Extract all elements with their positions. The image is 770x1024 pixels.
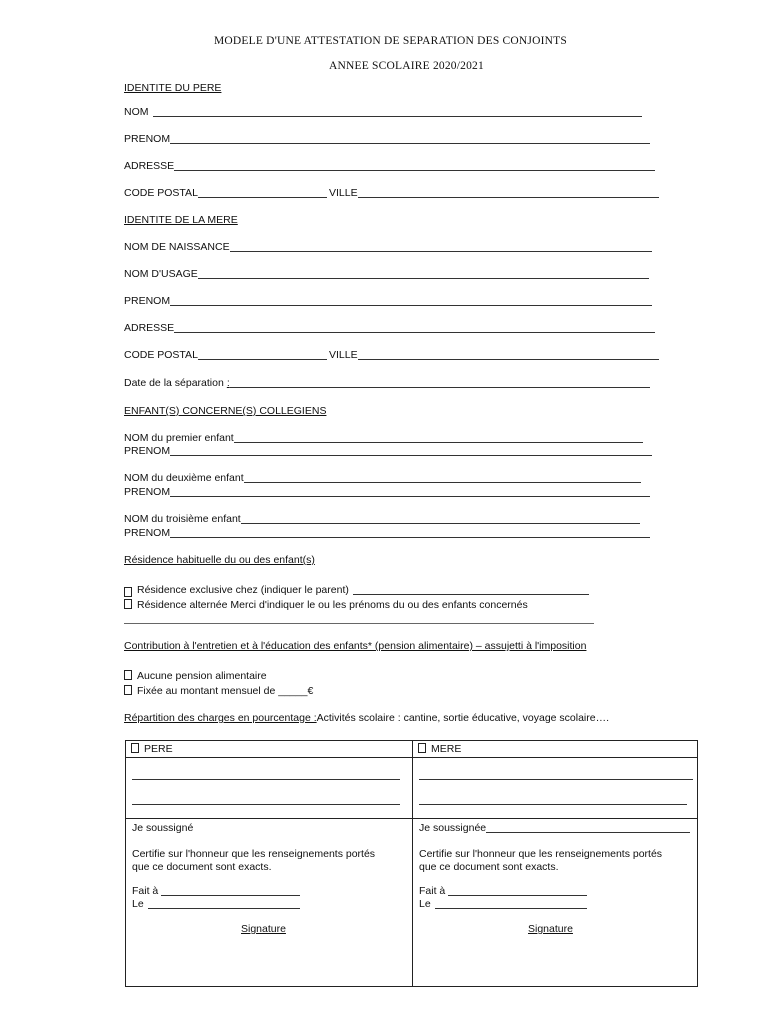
mere-checkbox[interactable] bbox=[418, 743, 426, 753]
separation-date-label: Date de la séparation bbox=[124, 377, 224, 389]
enfant-1-prenom-field[interactable] bbox=[124, 445, 652, 458]
mere-code-postal-label: CODE POSTAL bbox=[124, 349, 198, 361]
residence-heading: Résidence habituelle du ou des enfant(s) bbox=[124, 554, 315, 566]
enfant-1-nom-label: NOM du premier enfant bbox=[124, 432, 234, 444]
repartition-line bbox=[124, 712, 609, 725]
pere-soussigne: Je soussigné bbox=[132, 822, 194, 834]
residence-alternee-line[interactable] bbox=[124, 623, 594, 624]
table-column-divider bbox=[412, 740, 413, 987]
enfant-3-prenom-label: PRENOM bbox=[124, 527, 171, 539]
mere-soussignee-label: Je soussignée bbox=[419, 822, 487, 834]
mere-line-2[interactable] bbox=[419, 804, 687, 805]
pere-certifie-1: Certifie sur l'honneur que les renseignements portés bbox=[132, 848, 376, 860]
mere-certifie-2: que ce document sont exacts. bbox=[419, 861, 559, 873]
pere-prenom-label: PRENOM bbox=[124, 133, 171, 145]
mere-le-field[interactable] bbox=[419, 898, 587, 911]
mere-nom-usage-label: NOM D'USAGE bbox=[124, 268, 198, 280]
table-middle-divider bbox=[125, 818, 698, 819]
pere-fait-field[interactable] bbox=[132, 885, 300, 898]
mere-nom-naissance-field[interactable] bbox=[124, 241, 652, 254]
repartition-heading: Répartition des charges en pourcentage : bbox=[124, 712, 317, 724]
pere-le-label: Le bbox=[132, 898, 144, 910]
mere-code-postal-field[interactable] bbox=[124, 349, 327, 362]
pere-adresse-field[interactable] bbox=[124, 160, 655, 173]
table-mere-header bbox=[418, 743, 461, 756]
enfant-2-prenom-field[interactable] bbox=[124, 486, 650, 499]
pere-nom-label: NOM bbox=[124, 106, 149, 118]
pere-label: PERE bbox=[144, 743, 173, 755]
document-title: MODELE D'UNE ATTESTATION DE SEPARATION DES CONJOINTS bbox=[214, 35, 567, 47]
pere-line-2[interactable] bbox=[132, 804, 400, 805]
pere-heading: IDENTITE DU PERE bbox=[124, 82, 222, 94]
enfant-3-nom-label: NOM du troisième enfant bbox=[124, 513, 241, 525]
pension-fixee-label: Fixée au montant mensuel de _____€ bbox=[137, 685, 314, 697]
enfant-3-nom-field[interactable] bbox=[124, 513, 640, 526]
mere-soussignee-field[interactable] bbox=[419, 822, 690, 835]
mere-prenom-field[interactable] bbox=[124, 295, 652, 308]
pere-signature: Signature bbox=[241, 923, 286, 935]
enfants-heading: ENFANT(S) CONCERNE(S) COLLEGIENS bbox=[124, 405, 327, 417]
pere-line-1[interactable] bbox=[132, 779, 400, 780]
enfant-2-prenom-label: PRENOM bbox=[124, 486, 171, 498]
mere-adresse-field[interactable] bbox=[124, 322, 655, 335]
residence-exclusive-option[interactable] bbox=[124, 584, 589, 597]
mere-certifie-1: Certifie sur l'honneur que les renseignements portés bbox=[419, 848, 663, 860]
mere-adresse-label: ADRESSE bbox=[124, 322, 175, 334]
mere-prenom-label: PRENOM bbox=[124, 295, 171, 307]
pere-checkbox[interactable] bbox=[131, 743, 139, 753]
residence-exclusive-label: Résidence exclusive chez (indiquer le parent) bbox=[137, 584, 349, 596]
pere-adresse-label: ADRESSE bbox=[124, 160, 175, 172]
table-pere-header bbox=[131, 743, 173, 756]
pension-aucune-label: Aucune pension alimentaire bbox=[137, 670, 267, 682]
pension-aucune-checkbox[interactable] bbox=[124, 670, 132, 680]
document-subtitle: ANNEE SCOLAIRE 2020/2021 bbox=[329, 60, 484, 72]
pere-ville-label: VILLE bbox=[329, 187, 358, 199]
pere-ville-field[interactable] bbox=[329, 187, 659, 200]
pere-code-postal-field[interactable] bbox=[124, 187, 327, 200]
mere-fait-field[interactable] bbox=[419, 885, 587, 898]
enfant-1-prenom-label: PRENOM bbox=[124, 445, 171, 457]
pere-prenom-field[interactable] bbox=[124, 133, 650, 146]
pere-le-field[interactable] bbox=[132, 898, 300, 911]
mere-line-1[interactable] bbox=[419, 779, 693, 780]
mere-label: MERE bbox=[431, 743, 462, 755]
pere-nom-field[interactable] bbox=[124, 106, 642, 119]
mere-ville-label: VILLE bbox=[329, 349, 358, 361]
enfant-2-nom-label: NOM du deuxième enfant bbox=[124, 472, 244, 484]
residence-exclusive-checkbox[interactable] bbox=[124, 587, 132, 597]
mere-ville-field[interactable] bbox=[329, 349, 659, 362]
enfant-1-nom-field[interactable] bbox=[124, 432, 643, 445]
contribution-heading: Contribution à l'entretien et à l'éducation des enfants* (pension alimentaire) – assujetti à l'imposition bbox=[124, 640, 587, 652]
mere-heading: IDENTITE DE LA MERE bbox=[124, 214, 238, 226]
table-header-divider bbox=[125, 757, 698, 758]
mere-signature: Signature bbox=[528, 923, 573, 935]
pension-fixee-option[interactable] bbox=[124, 685, 313, 698]
separation-date-field[interactable] bbox=[124, 377, 650, 390]
residence-alternee-option[interactable] bbox=[124, 599, 528, 612]
pension-fixee-checkbox[interactable] bbox=[124, 685, 132, 695]
mere-le-label: Le bbox=[419, 898, 431, 910]
mere-fait-label: Fait à bbox=[419, 885, 446, 897]
pere-code-postal-label: CODE POSTAL bbox=[124, 187, 198, 199]
mere-nom-naissance-label: NOM DE NAISSANCE bbox=[124, 241, 230, 253]
pension-aucune-option[interactable] bbox=[124, 670, 267, 683]
enfant-3-prenom-field[interactable] bbox=[124, 527, 650, 540]
pere-fait-label: Fait à bbox=[132, 885, 159, 897]
mere-nom-usage-field[interactable] bbox=[124, 268, 649, 281]
residence-alternee-checkbox[interactable] bbox=[124, 599, 132, 609]
separation-colon: : bbox=[226, 377, 230, 389]
enfant-2-nom-field[interactable] bbox=[124, 472, 641, 485]
pere-certifie-2: que ce document sont exacts. bbox=[132, 861, 272, 873]
repartition-detail: Activités scolaire : cantine, sortie éducative, voyage scolaire…. bbox=[316, 712, 610, 724]
residence-alternee-label: Résidence alternée Merci d'indiquer le ou les prénoms du ou des enfants concernés bbox=[137, 599, 528, 611]
